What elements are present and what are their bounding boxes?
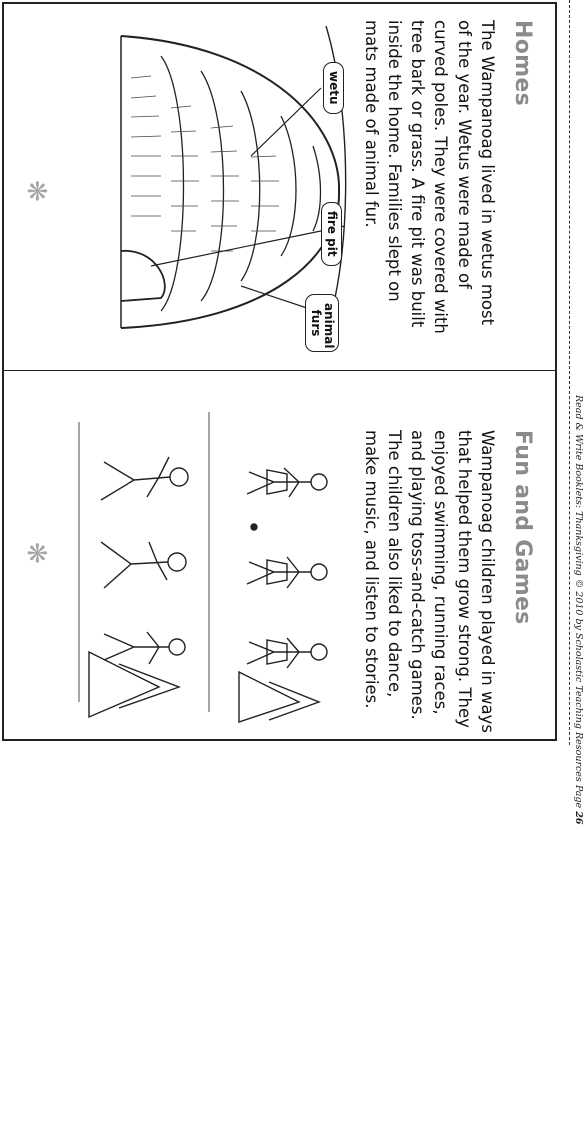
homes-heading: Homes: [510, 20, 535, 106]
games-panel: [4, 372, 557, 742]
children-playing-illustration: [59, 402, 359, 732]
credit-line: Read & Write Booklets: Thanksgiving © 2010 by Scholastic Teaching Resources: [573, 395, 584, 782]
games-text: Wampanoag children played in ways that helped them grow strong. They enjoyed swimming, running races, and playing toss-and-catch games. The children also liked to dance, make music, and listen to stories.: [361, 430, 497, 733]
flower-ornament-icon: ❋: [21, 180, 51, 202]
cut-line: [569, 0, 570, 745]
page-label: Page: [573, 784, 584, 809]
fire-pit-label: fire pit: [321, 202, 342, 266]
page-footer: [573, 395, 584, 1145]
homes-panel: [4, 2, 557, 372]
flower-ornament-icon: ❋: [21, 542, 51, 564]
games-heading: Fun and Games: [510, 430, 535, 625]
homes-text: The Wampanoag lived in wetus most of the year. Wetus were made of curved poles. They were covered with tree bark or grass. A fire pit was built inside the home. Families slept on mats made of animal fur.: [361, 20, 497, 334]
page-number: 26: [573, 811, 584, 825]
wetu-label: wetu: [323, 62, 344, 114]
animal-furs-label: animal furs: [305, 294, 339, 352]
